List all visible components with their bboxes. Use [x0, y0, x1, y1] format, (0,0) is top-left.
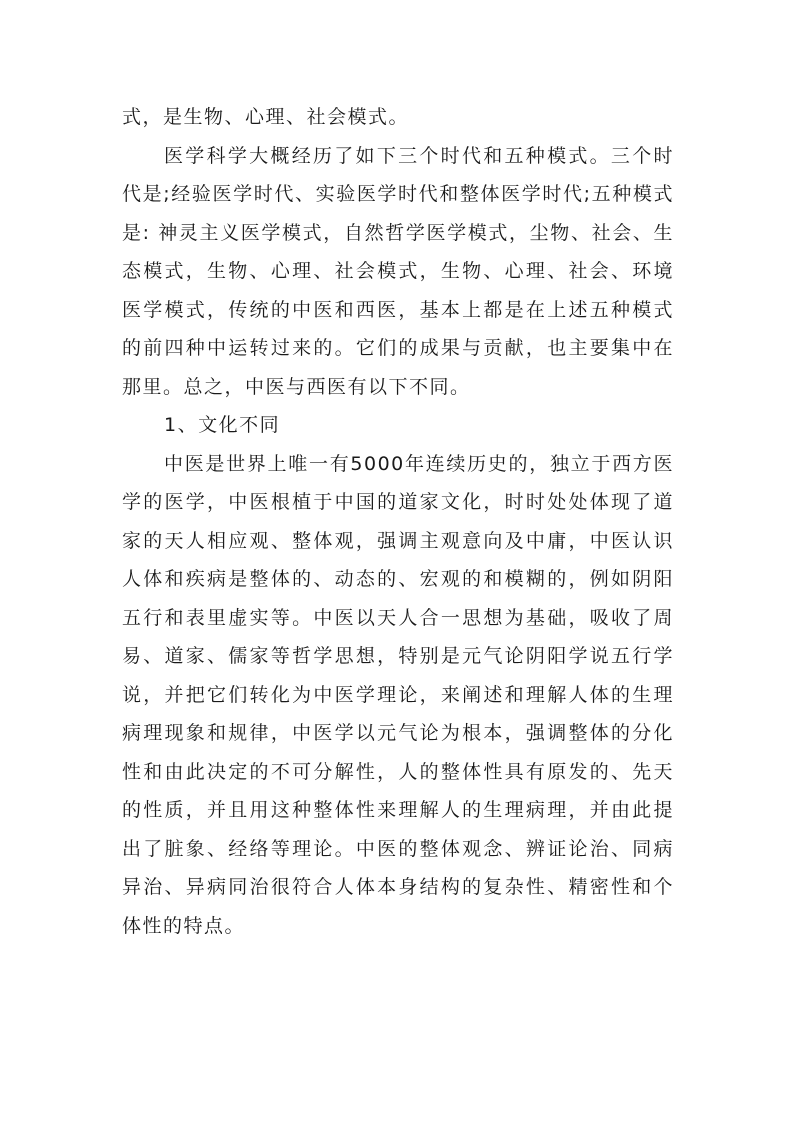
paragraph-medical-eras: 医学科学大概经历了如下三个时代和五种模式。三个时代是;经验医学时代、实验医学时代和整体医学时代;五种模式是: 神灵主义医学模式，自然哲学医学模式，尘物、社会、生态模式，生物、心理、社会模式，生物、心理、社会、环境医学模式，传统的中医和西医，基本上都是在上述五种模式的前四种中运转过来的。它们的成果与贡献，也主要集中在那里。总之，中医与西医有以下不同。 — [122, 144, 674, 398]
paragraph-tcm-culture: 中医是世界上唯一有5000年连续历史的，独立于西方医学的医学，中医根植于中国的道家文化，时时处处体现了道家的天人相应观、整体观，强调主观意向及中庸，中医认识人体和疾病是整体的、动态的、宏观的和模糊的，例如阴阳五行和表里虚实等。中医以天人合一思想为基础，吸收了周易、道家、儒家等哲学思想，特别是元气论阴阳学说五行学说，并把它们转化为中医学理论，来阐述和理解人体的生理病理现象和规律，中医学以元气论为根本，强调整体的分化性和由此决定的不可分解性，人的整体性具有原发的、先天的性质，并且用这种整体性来理解人的生理病理，并由此提出了脏象、经络等理论。中医的整体观念、辨证论治、同病异治、异病同治很符合人体本身结构的复杂性、精密性和个体性的特点。 — [122, 452, 674, 937]
section-heading-culture: 1、文化不同 — [164, 414, 281, 436]
paragraph-continuation: 式，是生物、心理、社会模式。 — [122, 106, 410, 128]
document-page — [122, 98, 674, 945]
